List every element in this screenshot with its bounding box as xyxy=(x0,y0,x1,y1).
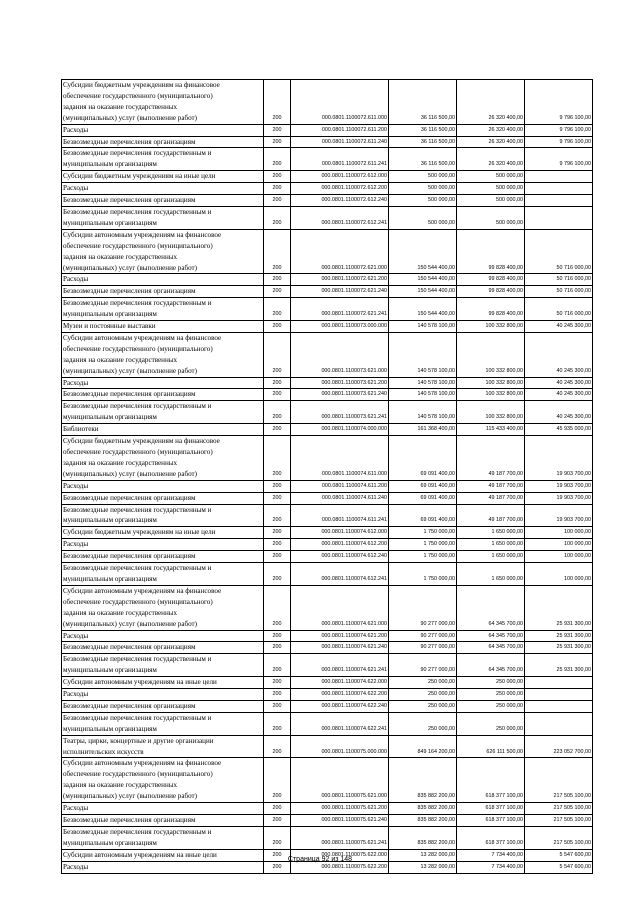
row-name: Безвозмездные перечисления государственным и муниципальным организациям xyxy=(62,563,264,586)
row-name: Субсидии автономным учреждениям на финансовое обеспечение государственного (муниципального) задания на оказание государственных (муниципальных) услуг (выполнение работ) xyxy=(62,585,264,630)
table-row xyxy=(62,298,593,321)
table-row xyxy=(62,654,593,677)
table-row xyxy=(62,424,593,436)
table-row xyxy=(62,826,593,849)
row-code: 200 xyxy=(264,136,291,148)
row-amount-remaining xyxy=(525,700,593,712)
row-classification-code: 000.0801.1100074.611.000 xyxy=(291,436,389,481)
table-row xyxy=(62,539,593,551)
row-classification-code: 000.0801.1100072.612.240 xyxy=(291,195,389,207)
row-amount-remaining: 40 245 300,00 xyxy=(525,332,593,377)
row-amount-total: 150 544 400,00 xyxy=(389,274,457,286)
table-row xyxy=(62,136,593,148)
row-amount-total: 90 277 000,00 xyxy=(389,585,457,630)
row-classification-code: 000.0801.1100072.611.240 xyxy=(291,136,389,148)
row-code: 200 xyxy=(264,815,291,827)
row-code: 200 xyxy=(264,148,291,171)
row-amount-executed: 626 111 500,00 xyxy=(457,735,525,758)
row-classification-code: 000.0801.1100074.622.240 xyxy=(291,700,389,712)
row-amount-total: 150 544 400,00 xyxy=(389,298,457,321)
row-classification-code: 000.0801.1100074.000.000 xyxy=(291,424,389,436)
row-amount-executed: 500 000,00 xyxy=(457,206,525,229)
row-classification-code: 000.0801.1100075.621.240 xyxy=(291,815,389,827)
row-amount-remaining: 40 245 300,00 xyxy=(525,389,593,401)
row-amount-remaining: 100 000,00 xyxy=(525,527,593,539)
row-classification-code: 000.0801.1100072.621.000 xyxy=(291,229,389,274)
table-row xyxy=(62,436,593,481)
row-amount-remaining: 100 000,00 xyxy=(525,551,593,563)
row-code: 200 xyxy=(264,861,291,873)
table-row xyxy=(62,171,593,183)
row-amount-executed: 99 828 400,00 xyxy=(457,286,525,298)
row-code: 200 xyxy=(264,377,291,389)
row-amount-total: 69 091 400,00 xyxy=(389,504,457,527)
table-row xyxy=(62,630,593,642)
row-amount-total: 161 368 400,00 xyxy=(389,424,457,436)
row-code: 200 xyxy=(264,492,291,504)
table-row xyxy=(62,758,593,803)
row-classification-code: 000.0801.1100074.622.200 xyxy=(291,689,389,701)
row-amount-remaining: 9 796 100,00 xyxy=(525,80,593,125)
row-amount-remaining: 19 903 700,00 xyxy=(525,480,593,492)
row-amount-total: 140 578 100,00 xyxy=(389,401,457,424)
row-name: Субсидии бюджетным учреждениям на финансовое обеспечение государственного (муниципального) задания на оказание государственных (муниципальных) услуг (выполнение работ) xyxy=(62,436,264,481)
row-name: Расходы xyxy=(62,377,264,389)
row-classification-code: 000.0801.1100074.611.241 xyxy=(291,504,389,527)
row-name: Безвозмездные перечисления государственным и муниципальным организациям xyxy=(62,826,264,849)
row-code: 200 xyxy=(264,654,291,677)
row-name: Расходы xyxy=(62,539,264,551)
row-amount-total: 1 750 000,00 xyxy=(389,563,457,586)
row-code: 200 xyxy=(264,80,291,125)
row-amount-total: 36 116 500,00 xyxy=(389,124,457,136)
table-row xyxy=(62,124,593,136)
row-amount-executed: 250 000,00 xyxy=(457,712,525,735)
row-name: Субсидии автономным учреждениям на иные цели xyxy=(62,677,264,689)
table-row xyxy=(62,148,593,171)
row-code: 200 xyxy=(264,124,291,136)
row-classification-code: 000.0801.1100072.612.241 xyxy=(291,206,389,229)
row-name: Безвозмездные перечисления государственным и муниципальным организациям xyxy=(62,148,264,171)
row-amount-total: 36 116 500,00 xyxy=(389,80,457,125)
table-row xyxy=(62,80,593,125)
row-classification-code: 000.0801.1100075.621.241 xyxy=(291,826,389,849)
row-amount-executed: 64 345 700,00 xyxy=(457,585,525,630)
row-amount-total: 69 091 400,00 xyxy=(389,436,457,481)
row-amount-total: 13 282 000,00 xyxy=(389,849,457,861)
row-amount-total: 849 164 200,00 xyxy=(389,735,457,758)
row-name: Безвозмездные перечисления организациям xyxy=(62,389,264,401)
row-amount-remaining: 25 931 300,00 xyxy=(525,630,593,642)
row-amount-executed: 99 828 400,00 xyxy=(457,229,525,274)
row-classification-code: 000.0801.1100074.621.200 xyxy=(291,630,389,642)
row-classification-code: 000.0801.1100073.621.000 xyxy=(291,332,389,377)
row-name: Безвозмездные перечисления государственным и муниципальным организациям xyxy=(62,206,264,229)
row-name: Расходы xyxy=(62,274,264,286)
table-row xyxy=(62,183,593,195)
row-amount-executed: 99 828 400,00 xyxy=(457,298,525,321)
row-amount-executed: 64 345 700,00 xyxy=(457,654,525,677)
row-amount-remaining: 25 931 300,00 xyxy=(525,585,593,630)
row-classification-code: 000.0801.1100074.612.200 xyxy=(291,539,389,551)
row-classification-code: 000.0801.1100074.611.200 xyxy=(291,480,389,492)
row-name: Безвозмездные перечисления государственным и муниципальным организациям xyxy=(62,401,264,424)
row-amount-remaining: 217 505 100,00 xyxy=(525,803,593,815)
row-amount-total: 150 544 400,00 xyxy=(389,286,457,298)
row-amount-executed: 618 377 100,00 xyxy=(457,758,525,803)
row-code: 200 xyxy=(264,735,291,758)
row-classification-code: 000.0801.1100072.611.000 xyxy=(291,80,389,125)
row-name: Расходы xyxy=(62,803,264,815)
row-amount-remaining: 217 505 100,00 xyxy=(525,826,593,849)
row-code: 200 xyxy=(264,539,291,551)
row-amount-remaining: 9 796 100,00 xyxy=(525,136,593,148)
row-code: 200 xyxy=(264,183,291,195)
row-amount-total: 835 882 200,00 xyxy=(389,803,457,815)
table-row xyxy=(62,195,593,207)
table-row xyxy=(62,527,593,539)
row-amount-total: 500 000,00 xyxy=(389,206,457,229)
row-name: Безвозмездные перечисления государственным и муниципальным организациям xyxy=(62,298,264,321)
row-classification-code: 000.0801.1100072.612.200 xyxy=(291,183,389,195)
row-classification-code: 000.0801.1100073.621.241 xyxy=(291,401,389,424)
row-amount-executed: 618 377 100,00 xyxy=(457,815,525,827)
row-amount-executed: 250 000,00 xyxy=(457,677,525,689)
row-code: 200 xyxy=(264,332,291,377)
row-name: Расходы xyxy=(62,630,264,642)
table-row xyxy=(62,286,593,298)
row-amount-total: 36 116 500,00 xyxy=(389,148,457,171)
row-amount-executed: 49 187 700,00 xyxy=(457,492,525,504)
row-amount-executed: 1 650 000,00 xyxy=(457,563,525,586)
row-code: 200 xyxy=(264,803,291,815)
table-row xyxy=(62,274,593,286)
row-amount-executed: 100 332 800,00 xyxy=(457,321,525,333)
row-amount-total: 500 000,00 xyxy=(389,183,457,195)
row-name: Безвозмездные перечисления организациям xyxy=(62,700,264,712)
row-amount-remaining: 100 000,00 xyxy=(525,563,593,586)
row-code: 200 xyxy=(264,689,291,701)
row-name: Безвозмездные перечисления организациям xyxy=(62,492,264,504)
table-row xyxy=(62,401,593,424)
row-amount-total: 250 000,00 xyxy=(389,700,457,712)
row-amount-executed: 26 320 400,00 xyxy=(457,124,525,136)
row-code: 200 xyxy=(264,171,291,183)
row-classification-code: 000.0801.1100072.621.240 xyxy=(291,286,389,298)
row-amount-total: 90 277 000,00 xyxy=(389,642,457,654)
row-amount-remaining: 9 796 100,00 xyxy=(525,124,593,136)
row-name: Безвозмездные перечисления государственным и муниципальным организациям xyxy=(62,712,264,735)
row-classification-code: 000.0801.1100074.621.240 xyxy=(291,642,389,654)
row-code: 200 xyxy=(264,286,291,298)
table-row xyxy=(62,480,593,492)
row-amount-total: 150 544 400,00 xyxy=(389,229,457,274)
row-name: Театры, цирки, концертные и другие организации исполнительских искусств xyxy=(62,735,264,758)
row-classification-code: 000.0801.1100075.622.000 xyxy=(291,849,389,861)
row-amount-remaining: 40 245 300,00 xyxy=(525,401,593,424)
row-classification-code: 000.0801.1100075.622.200 xyxy=(291,861,389,873)
row-classification-code: 000.0801.1100074.612.241 xyxy=(291,563,389,586)
row-classification-code: 000.0801.1100072.621.200 xyxy=(291,274,389,286)
row-code: 200 xyxy=(264,849,291,861)
row-code: 200 xyxy=(264,563,291,586)
row-amount-total: 36 116 500,00 xyxy=(389,136,457,148)
row-amount-executed: 64 345 700,00 xyxy=(457,642,525,654)
row-amount-remaining: 5 547 600,00 xyxy=(525,861,593,873)
row-amount-executed: 1 650 000,00 xyxy=(457,551,525,563)
table-row xyxy=(62,735,593,758)
row-amount-remaining xyxy=(525,712,593,735)
row-name: Расходы xyxy=(62,183,264,195)
row-code: 200 xyxy=(264,585,291,630)
row-name: Расходы xyxy=(62,124,264,136)
row-amount-remaining: 25 931 300,00 xyxy=(525,642,593,654)
row-classification-code: 000.0801.1100074.612.240 xyxy=(291,551,389,563)
row-amount-executed: 49 187 700,00 xyxy=(457,480,525,492)
row-name: Субсидии бюджетным учреждениям на финансовое обеспечение государственного (муниципального) задания на оказание государственных (муниципальных) услуг (выполнение работ) xyxy=(62,80,264,125)
row-amount-remaining: 50 716 000,00 xyxy=(525,229,593,274)
row-classification-code: 000.0801.1100073.000.000 xyxy=(291,321,389,333)
row-amount-remaining: 50 716 000,00 xyxy=(525,274,593,286)
row-amount-remaining xyxy=(525,183,593,195)
row-amount-total: 140 578 100,00 xyxy=(389,389,457,401)
row-code: 200 xyxy=(264,551,291,563)
row-classification-code: 000.0801.1100074.622.000 xyxy=(291,677,389,689)
row-amount-remaining: 217 505 100,00 xyxy=(525,815,593,827)
row-code: 200 xyxy=(264,642,291,654)
row-code: 200 xyxy=(264,504,291,527)
table-row xyxy=(62,689,593,701)
table-row xyxy=(62,677,593,689)
row-code: 200 xyxy=(264,321,291,333)
row-name: Субсидии автономным учреждениям на финансовое обеспечение государственного (муниципального) задания на оказание государственных (муниципальных) услуг (выполнение работ) xyxy=(62,758,264,803)
row-amount-total: 835 882 200,00 xyxy=(389,758,457,803)
row-amount-executed: 1 650 000,00 xyxy=(457,527,525,539)
row-amount-executed: 618 377 100,00 xyxy=(457,803,525,815)
row-amount-remaining: 50 716 000,00 xyxy=(525,298,593,321)
row-code: 200 xyxy=(264,700,291,712)
row-amount-remaining: 19 903 700,00 xyxy=(525,492,593,504)
row-amount-total: 250 000,00 xyxy=(389,677,457,689)
table-row xyxy=(62,206,593,229)
table-row xyxy=(62,377,593,389)
row-amount-remaining: 40 245 300,00 xyxy=(525,321,593,333)
table-row xyxy=(62,585,593,630)
row-amount-total: 90 277 000,00 xyxy=(389,630,457,642)
table-row xyxy=(62,642,593,654)
row-classification-code: 000.0801.1100074.621.000 xyxy=(291,585,389,630)
row-amount-executed: 7 734 400,00 xyxy=(457,849,525,861)
table-row xyxy=(62,321,593,333)
row-amount-remaining: 223 052 700,00 xyxy=(525,735,593,758)
row-amount-remaining xyxy=(525,195,593,207)
row-name: Субсидии бюджетным учреждениям на иные цели xyxy=(62,171,264,183)
row-amount-executed: 49 187 700,00 xyxy=(457,504,525,527)
budget-table xyxy=(61,79,593,874)
row-code: 200 xyxy=(264,826,291,849)
row-name: Субсидии автономным учреждениям на иные цели xyxy=(62,849,264,861)
row-amount-remaining: 100 000,00 xyxy=(525,539,593,551)
row-code: 200 xyxy=(264,630,291,642)
row-amount-total: 13 282 000,00 xyxy=(389,861,457,873)
table-row xyxy=(62,229,593,274)
row-classification-code: 000.0801.1100072.611.200 xyxy=(291,124,389,136)
row-name: Безвозмездные перечисления организациям xyxy=(62,815,264,827)
row-amount-executed: 26 320 400,00 xyxy=(457,136,525,148)
row-amount-total: 1 750 000,00 xyxy=(389,551,457,563)
table-row xyxy=(62,389,593,401)
row-amount-executed: 1 650 000,00 xyxy=(457,539,525,551)
row-amount-remaining: 25 931 300,00 xyxy=(525,654,593,677)
row-amount-executed: 115 433 400,00 xyxy=(457,424,525,436)
row-amount-remaining: 40 245 300,00 xyxy=(525,377,593,389)
row-amount-executed: 49 187 700,00 xyxy=(457,436,525,481)
row-name: Библиотеки xyxy=(62,424,264,436)
row-name: Безвозмездные перечисления организациям xyxy=(62,642,264,654)
row-classification-code: 000.0801.1100072.612.000 xyxy=(291,171,389,183)
row-name: Расходы xyxy=(62,861,264,873)
row-amount-total: 250 000,00 xyxy=(389,689,457,701)
row-name: Музеи и постоянные выставки xyxy=(62,321,264,333)
row-name: Безвозмездные перечисления организациям xyxy=(62,136,264,148)
row-classification-code: 000.0801.1100075.000.000 xyxy=(291,735,389,758)
table-row xyxy=(62,563,593,586)
row-name: Расходы xyxy=(62,689,264,701)
row-amount-total: 140 578 100,00 xyxy=(389,321,457,333)
row-amount-executed: 618 377 100,00 xyxy=(457,826,525,849)
row-amount-executed: 250 000,00 xyxy=(457,689,525,701)
row-code: 200 xyxy=(264,298,291,321)
row-amount-remaining xyxy=(525,677,593,689)
row-amount-executed: 26 320 400,00 xyxy=(457,148,525,171)
row-amount-executed: 250 000,00 xyxy=(457,700,525,712)
page-footer: Страница 92 из 148 xyxy=(287,856,353,863)
row-code: 200 xyxy=(264,274,291,286)
row-classification-code: 000.0801.1100073.621.200 xyxy=(291,377,389,389)
row-code: 200 xyxy=(264,436,291,481)
table-row xyxy=(62,551,593,563)
row-amount-executed: 99 828 400,00 xyxy=(457,274,525,286)
row-amount-total: 250 000,00 xyxy=(389,712,457,735)
row-classification-code: 000.0801.1100072.621.241 xyxy=(291,298,389,321)
row-classification-code: 000.0801.1100073.621.240 xyxy=(291,389,389,401)
row-classification-code: 000.0801.1100074.612.000 xyxy=(291,527,389,539)
row-amount-total: 90 277 000,00 xyxy=(389,654,457,677)
row-amount-executed: 7 734 400,00 xyxy=(457,861,525,873)
row-name: Безвозмездные перечисления государственным и муниципальным организациям xyxy=(62,504,264,527)
row-amount-remaining: 50 716 000,00 xyxy=(525,286,593,298)
row-name: Расходы xyxy=(62,480,264,492)
table-row xyxy=(62,504,593,527)
row-amount-remaining: 217 505 100,00 xyxy=(525,758,593,803)
row-amount-total: 500 000,00 xyxy=(389,195,457,207)
row-amount-total: 1 750 000,00 xyxy=(389,539,457,551)
row-classification-code: 000.0801.1100074.622.241 xyxy=(291,712,389,735)
row-name: Субсидии автономным учреждениям на финансовое обеспечение государственного (муниципального) задания на оказание государственных (муниципальных) услуг (выполнение работ) xyxy=(62,332,264,377)
row-code: 200 xyxy=(264,206,291,229)
row-amount-remaining xyxy=(525,689,593,701)
row-amount-total: 140 578 100,00 xyxy=(389,332,457,377)
row-amount-executed: 100 332 800,00 xyxy=(457,389,525,401)
row-code: 200 xyxy=(264,527,291,539)
table-row xyxy=(62,492,593,504)
row-name: Безвозмездные перечисления государственным и муниципальным организациям xyxy=(62,654,264,677)
row-classification-code: 000.0801.1100074.621.241 xyxy=(291,654,389,677)
row-classification-code: 000.0801.1100072.611.241 xyxy=(291,148,389,171)
row-name: Безвозмездные перечисления организациям xyxy=(62,286,264,298)
row-amount-executed: 100 332 800,00 xyxy=(457,377,525,389)
row-amount-remaining: 45 935 000,00 xyxy=(525,424,593,436)
row-amount-remaining xyxy=(525,171,593,183)
row-code: 200 xyxy=(264,424,291,436)
table-row xyxy=(62,700,593,712)
row-amount-total: 835 882 200,00 xyxy=(389,826,457,849)
row-amount-executed: 64 345 700,00 xyxy=(457,630,525,642)
row-code: 200 xyxy=(264,712,291,735)
row-name: Субсидии бюджетным учреждениям на иные цели xyxy=(62,527,264,539)
row-amount-total: 835 882 200,00 xyxy=(389,815,457,827)
row-classification-code: 000.0801.1100075.621.000 xyxy=(291,758,389,803)
row-classification-code: 000.0801.1100074.611.240 xyxy=(291,492,389,504)
row-code: 200 xyxy=(264,389,291,401)
row-amount-remaining: 9 796 100,00 xyxy=(525,148,593,171)
row-amount-total: 500 000,00 xyxy=(389,171,457,183)
table-row xyxy=(62,803,593,815)
row-code: 200 xyxy=(264,195,291,207)
row-code: 200 xyxy=(264,401,291,424)
row-amount-total: 140 578 100,00 xyxy=(389,377,457,389)
table-row xyxy=(62,712,593,735)
row-amount-executed: 100 332 800,00 xyxy=(457,332,525,377)
row-classification-code: 000.0801.1100075.621.200 xyxy=(291,803,389,815)
row-amount-executed: 500 000,00 xyxy=(457,171,525,183)
row-amount-executed: 100 332 800,00 xyxy=(457,401,525,424)
row-amount-executed: 500 000,00 xyxy=(457,195,525,207)
row-code: 200 xyxy=(264,480,291,492)
row-amount-total: 69 091 400,00 xyxy=(389,492,457,504)
row-name: Субсидии автономным учреждениям на финансовое обеспечение государственного (муниципального) задания на оказание государственных (муниципальных) услуг (выполнение работ) xyxy=(62,229,264,274)
row-code: 200 xyxy=(264,229,291,274)
row-name: Безвозмездные перечисления организациям xyxy=(62,195,264,207)
row-amount-executed: 500 000,00 xyxy=(457,183,525,195)
row-amount-executed: 26 320 400,00 xyxy=(457,80,525,125)
row-amount-total: 1 750 000,00 xyxy=(389,527,457,539)
row-code: 200 xyxy=(264,758,291,803)
row-amount-remaining: 19 903 700,00 xyxy=(525,504,593,527)
table-row xyxy=(62,815,593,827)
budget-table-body xyxy=(62,80,593,874)
row-code: 200 xyxy=(264,677,291,689)
table-row xyxy=(62,332,593,377)
row-amount-remaining: 5 547 600,00 xyxy=(525,849,593,861)
row-amount-remaining: 19 903 700,00 xyxy=(525,436,593,481)
row-amount-total: 69 091 400,00 xyxy=(389,480,457,492)
row-name: Безвозмездные перечисления организациям xyxy=(62,551,264,563)
row-amount-remaining xyxy=(525,206,593,229)
